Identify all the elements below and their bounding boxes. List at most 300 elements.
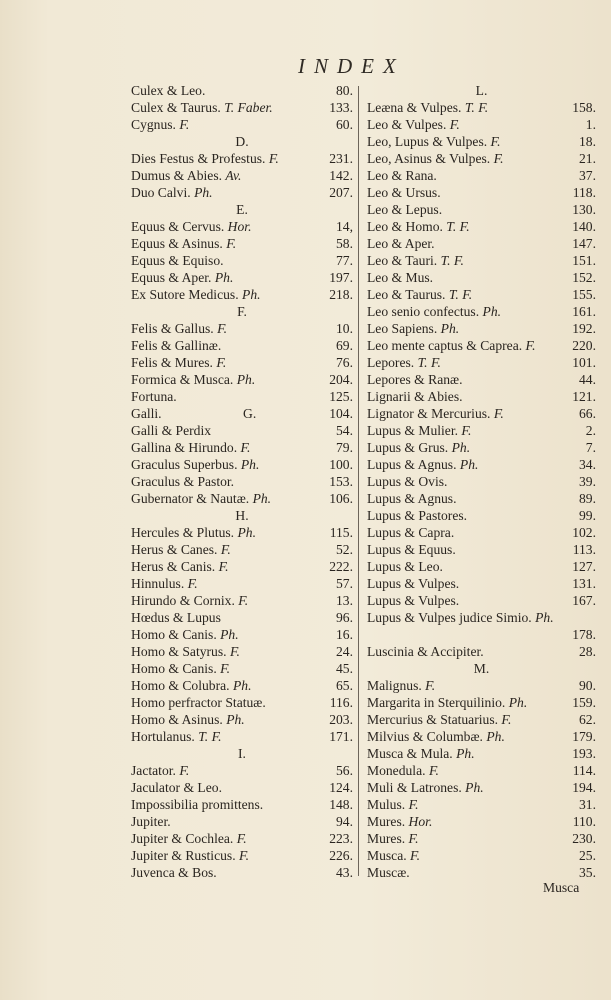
entry-page-number: 60. [336, 117, 353, 132]
index-entry [367, 354, 596, 371]
index-entry [367, 133, 596, 150]
entry-source: F. [179, 763, 190, 778]
entry-title: Lupus & Pastores. [367, 508, 468, 523]
entry-page-number: 69. [336, 338, 353, 353]
index-entry [367, 269, 596, 286]
entry-title: Hirundo & Cornix. [131, 593, 235, 608]
entry-title: Gubernator & Nautæ. [131, 491, 250, 506]
entry-page-number: 94. [336, 814, 353, 829]
index-entry [131, 473, 353, 490]
index-entry [367, 337, 596, 354]
entry-page-number: 179. [572, 729, 596, 744]
entry-page-number: 104. [329, 406, 353, 421]
entry-page-number: 57. [336, 576, 353, 591]
entry-title: Lupus & Mulier. [367, 423, 459, 438]
entry-page-number: 130. [572, 202, 596, 217]
index-entry [367, 575, 596, 592]
entry-title: Lupus & Grus. [367, 440, 449, 455]
entry-source: T. F. [417, 355, 441, 370]
entry-title: Cygnus. [131, 117, 176, 132]
entry-page-number: 192. [572, 321, 596, 336]
index-entry [131, 269, 353, 286]
entry-title: Milvius & Columbæ. [367, 729, 483, 744]
entry-source: Ph. [465, 780, 484, 795]
entry-page-number: 115. [329, 525, 353, 540]
entry-title: Leo & Lepus. [367, 202, 443, 217]
index-entry [131, 490, 353, 507]
entry-source: F. [240, 440, 251, 455]
entry-source: F. [428, 763, 439, 778]
entry-title: Lignarii & Abies. [367, 389, 463, 404]
entry-source: F. [525, 338, 536, 353]
index-entry [131, 354, 353, 371]
entry-title: Muscæ. [367, 865, 410, 880]
entry-page-number: 220. [572, 338, 596, 353]
entry-page-number: 148. [329, 797, 353, 812]
index-entry [367, 864, 596, 881]
index-entry [367, 643, 596, 660]
entry-title: Galli. [131, 406, 162, 421]
entry-page-number: 39. [579, 474, 596, 489]
entry-page-number: 44. [579, 372, 596, 387]
entry-page-number: 113. [572, 542, 596, 557]
index-entry [367, 320, 596, 337]
index-entry [367, 371, 596, 388]
entry-page-number: 193. [572, 746, 596, 761]
index-entry [367, 201, 596, 218]
entry-page-number: 37. [579, 168, 596, 183]
entry-source: Ph. [232, 678, 252, 693]
entry-title: Galli & Perdix [131, 423, 212, 438]
entry-title: Homo & Colubra. [131, 678, 230, 693]
index-entry [367, 847, 596, 864]
entry-source: F. [449, 117, 460, 132]
index-entry [131, 82, 353, 99]
index-entry [367, 99, 596, 116]
entry-title: Duo Calvi. [131, 185, 191, 200]
entry-page-number: 10. [336, 321, 353, 336]
entry-source: Ph. [482, 304, 502, 319]
entry-title: Impossibilia promittens. [131, 797, 264, 812]
entry-title: Jupiter & Cochlea. [131, 831, 234, 846]
entry-title: Jactator. [131, 763, 176, 778]
index-entry [367, 150, 596, 167]
entry-page-number: 96. [336, 610, 353, 625]
entry-page-number: 102. [572, 525, 596, 540]
entry-source: T. F. [440, 253, 464, 268]
entry-page-number: 151. [572, 253, 596, 268]
entry-page-number: 54. [336, 423, 353, 438]
index-entry [131, 439, 353, 456]
entry-page-number: 16. [336, 627, 353, 642]
entry-page-number: 124. [329, 780, 353, 795]
entry-page-number: 207. [329, 185, 353, 200]
entry-source: F. [490, 134, 501, 149]
entry-page-number: 101. [572, 355, 596, 370]
index-entry [131, 864, 353, 881]
index-entry [131, 116, 353, 133]
entry-title: Homo & Canis. [131, 661, 217, 676]
entry-source: T. F. [446, 219, 470, 234]
entry-page-number: 58. [336, 236, 353, 251]
index-section-letter: D. [235, 134, 249, 149]
entry-title: Leo & Ursus. [367, 185, 441, 200]
index-entry [131, 830, 353, 847]
index-entry [367, 524, 596, 541]
entry-title: Felis & Gallus. [131, 321, 214, 336]
entry-title: Lepores. [367, 355, 415, 370]
entry-page-number: 218. [329, 287, 353, 302]
entry-source: Ph. [252, 491, 272, 506]
entry-source: F. [220, 661, 231, 676]
entry-title: Leo & Taurus. [367, 287, 446, 302]
index-entry [131, 694, 353, 711]
index-entry [131, 167, 353, 184]
entry-page-number: 155. [572, 287, 596, 302]
entry-title: Luscinia & Accipiter. [367, 644, 484, 659]
entry-source: F. [408, 797, 419, 812]
entry-title: Jaculator & Leo. [131, 780, 222, 795]
index-entry [131, 847, 353, 864]
entry-title: Equus & Aper. [131, 270, 212, 285]
index-entry [367, 252, 596, 269]
entry-source: F. [410, 848, 420, 863]
entry-page-number: 133. [329, 100, 353, 115]
index-entry [367, 541, 596, 558]
entry-title: Jupiter & Rusticus. [131, 848, 236, 863]
entry-page-number: 230. [572, 831, 596, 846]
entry-title: Leo & Homo. [367, 219, 443, 234]
entry-page-number: 79. [336, 440, 353, 455]
entry-page-number: 178. [572, 627, 596, 642]
entry-source: T. F. [448, 287, 473, 302]
index-entry [367, 507, 596, 524]
index-entry [131, 609, 353, 626]
entry-source: F. [461, 423, 472, 438]
entry-title: Homo & Canis. [131, 627, 217, 642]
entry-title: Leo & Vulpes. [367, 117, 447, 132]
entry-page-number: 194. [572, 780, 596, 795]
entry-source: F. [229, 644, 240, 659]
entry-title: Leo mente captus & Caprea. [367, 338, 523, 353]
index-entry [131, 388, 353, 405]
entry-page-number: 56. [336, 763, 353, 778]
entry-page-number: 66. [579, 406, 596, 421]
entry-page-number: 25. [579, 848, 596, 863]
entry-source: F. [236, 831, 247, 846]
entry-page-number: 52. [336, 542, 353, 557]
entry-page-number: 114. [572, 763, 596, 778]
index-entry [131, 320, 353, 337]
entry-title: Herus & Canes. [131, 542, 218, 557]
entry-page-number: 31. [579, 797, 596, 812]
entry-page-number: 7. [585, 440, 596, 455]
entry-title: Malignus. [367, 678, 422, 693]
entry-title: Lupus & Vulpes. [367, 576, 460, 591]
index-entry [131, 762, 353, 779]
index-entry [131, 184, 353, 201]
entry-source: F. [216, 355, 227, 370]
entry-source: Hor. [227, 219, 252, 234]
index-entry [131, 711, 353, 728]
entry-source: Ph. [456, 746, 475, 761]
entry-source: F. [493, 406, 504, 421]
entry-source: F. [187, 576, 198, 591]
index-entry [131, 575, 353, 592]
entry-source: F. [220, 542, 231, 557]
entry-page-number: 77. [336, 253, 353, 268]
index-entry [131, 643, 353, 660]
index-entry [367, 609, 596, 626]
entry-page-number: 13. [336, 593, 353, 608]
entry-source: Ph. [451, 440, 471, 455]
entry-page-number: 43. [336, 865, 353, 880]
entry-page-number: 222. [329, 559, 353, 574]
entry-title: Hœdus & Lupus [131, 610, 221, 625]
entry-page-number: 65. [336, 678, 353, 693]
entry-title: Formica & Musca. [131, 372, 234, 387]
entry-page-number: 153. [329, 474, 353, 489]
entry-page-number: 100. [329, 457, 353, 472]
entry-title: Musca. [367, 848, 407, 863]
index-entry [367, 745, 596, 762]
index-entry [367, 762, 596, 779]
index-entry [131, 796, 353, 813]
index-entry [131, 422, 353, 439]
entry-title: Lupus & Capra. [367, 525, 455, 540]
entry-page-number: 99. [579, 508, 596, 523]
entry-source: Ph. [236, 372, 256, 387]
index-entry [131, 592, 353, 609]
entry-source: T. Faber. [224, 100, 273, 115]
index-entry [131, 728, 353, 745]
entry-title: Dumus & Abies. [131, 168, 223, 183]
entry-page-number: 89. [579, 491, 596, 506]
entry-source: F. [217, 321, 228, 336]
entry-source: Ph. [214, 270, 234, 285]
entry-source: F. [493, 151, 504, 166]
index-section-letter: E. [236, 202, 248, 217]
entry-source: Av. [225, 168, 242, 183]
index-entry [367, 235, 596, 252]
entry-page-number: 127. [572, 559, 596, 574]
entry-title: Graculus & Pastor. [131, 474, 235, 489]
entry-page-number: 167. [572, 593, 596, 608]
index-entry [367, 592, 596, 609]
entry-source: F. [268, 151, 279, 166]
entry-page-number: 161. [572, 304, 596, 319]
entry-source: Ph. [237, 525, 256, 540]
index-entry [367, 728, 596, 745]
entry-source: Ph. [535, 610, 554, 625]
entry-title: Juvenca & Bos. [131, 865, 217, 880]
index-section-letter: H. [235, 508, 249, 523]
index-entry [367, 116, 596, 133]
index-section-letter: M. [473, 661, 490, 676]
entry-title: Leo Sapiens. [367, 321, 438, 336]
entry-title: Hercules & Plutus. [131, 525, 235, 540]
index-entry [367, 711, 596, 728]
index-entry [131, 337, 353, 354]
entry-source: F. [408, 831, 419, 846]
entry-title: Fortuna. [131, 389, 177, 404]
entry-title: Homo & Satyrus. [131, 644, 227, 659]
entry-page-number: 76. [336, 355, 353, 370]
entry-source: Ph. [242, 287, 261, 302]
entry-page-number: 226. [329, 848, 353, 863]
entry-page-number: 147. [572, 236, 596, 251]
index-entry [131, 524, 353, 541]
index-entry [131, 779, 353, 796]
entry-page-number: 197. [329, 270, 353, 285]
entry-page-number: 21. [579, 151, 596, 166]
entry-page-number: 35. [579, 865, 596, 880]
entry-page-number: 140. [572, 219, 596, 234]
entry-title: Herus & Canis. [131, 559, 216, 574]
index-entry [131, 235, 353, 252]
entry-source: Ph. [240, 457, 260, 472]
entry-title: Leo senio confectus. [367, 304, 480, 319]
index-entry [131, 626, 353, 643]
index-entry [367, 779, 596, 796]
column-rule [358, 86, 359, 876]
index-entry [131, 218, 353, 235]
entry-title: Felis & Mures. [131, 355, 213, 370]
entry-page-number: 34. [579, 457, 596, 472]
entry-title: Culex & Taurus. [131, 100, 221, 115]
index-entry [131, 558, 353, 575]
entry-page-number: 142. [329, 168, 353, 183]
index-entry [367, 405, 596, 422]
catchword: Musca [543, 880, 580, 895]
entry-title: Lupus & Equus. [367, 542, 456, 557]
index-entry [367, 558, 596, 575]
entry-source: Ph. [486, 729, 505, 744]
index-entry [131, 677, 353, 694]
index-entry [131, 405, 353, 422]
entry-page-number: 171. [329, 729, 353, 744]
index-entry [367, 184, 596, 201]
entry-title: Lepores & Ranæ. [367, 372, 463, 387]
index-entry [367, 813, 596, 830]
entry-page-number: 125. [329, 389, 353, 404]
entry-title: Homo & Asinus. [131, 712, 223, 727]
entry-title: Felis & Gallinæ. [131, 338, 222, 353]
entry-page-number: 203. [329, 712, 353, 727]
entry-source: T. F. [198, 729, 222, 744]
entry-source: Ph. [459, 457, 479, 472]
index-entry [367, 830, 596, 847]
entry-title: Equus & Asinus. [131, 236, 223, 251]
entry-title: Homo perfractor Statuæ. [131, 695, 266, 710]
index-entry [367, 473, 596, 490]
entry-page-number: 158. [572, 100, 596, 115]
entry-source: F. [238, 593, 249, 608]
entry-title: Mures. [367, 831, 406, 846]
entry-source: Ph. [220, 627, 239, 642]
entry-title: Leo, Lupus & Vulpes. [367, 134, 488, 149]
index-entry [367, 422, 596, 439]
entry-source: T. F. [464, 100, 489, 115]
entry-source: Ph. [194, 185, 213, 200]
entry-title: Leo & Rana. [367, 168, 437, 183]
entry-page-number: 131. [572, 576, 596, 591]
entry-title: Equus & Equiso. [131, 253, 224, 268]
index-section-letter: F. [237, 304, 247, 319]
entry-title: Ex Sutore Medicus. [131, 287, 239, 302]
entry-title: Leo & Mus. [367, 270, 434, 285]
index-section-letter: G. [243, 406, 257, 421]
index-entry [131, 99, 353, 116]
entry-page-number: 45. [336, 661, 353, 676]
entry-source: Ph. [226, 712, 245, 727]
entry-source: Ph. [508, 695, 528, 710]
entry-title: Jupiter. [131, 814, 171, 829]
entry-title: Lupus & Agnus. [367, 457, 457, 472]
entry-title: Lupus & Leo. [367, 559, 443, 574]
index-entry [367, 490, 596, 507]
entry-title: Equus & Cervus. [131, 219, 225, 234]
entry-title: Lupus & Ovis. [367, 474, 448, 489]
index-entry [367, 286, 596, 303]
index-entry [367, 303, 596, 320]
page-header: INDEX [298, 54, 405, 78]
entry-title: Lignator & Mercurius. [367, 406, 491, 421]
entry-title: Gallina & Hirundo. [131, 440, 238, 455]
entry-source: F. [218, 559, 229, 574]
index-entry [131, 371, 353, 388]
index-entry [367, 218, 596, 235]
entry-page-number: 152. [572, 270, 596, 285]
index-entry [131, 456, 353, 473]
entry-page-number: 28. [579, 644, 596, 659]
entry-page-number: 118. [572, 185, 596, 200]
index-entry [367, 626, 596, 643]
index-entry [367, 694, 596, 711]
entry-page-number: 18. [579, 134, 596, 149]
entry-source: Ph. [440, 321, 460, 336]
entry-page-number: 116. [329, 695, 353, 710]
index-entry [367, 167, 596, 184]
entry-title: Culex & Leo. [131, 83, 206, 98]
index-entry [367, 456, 596, 473]
entry-page-number: 204. [329, 372, 353, 387]
entry-title: Mulus. [367, 797, 406, 812]
index-entry [367, 677, 596, 694]
entry-title: Muli & Latrones. [367, 780, 462, 795]
entry-title: Margarita in Sterquilinio. [367, 695, 506, 710]
entry-source: Hor. [408, 814, 433, 829]
entry-title: Hinnulus. [131, 576, 185, 591]
entry-title: Leo, Asinus & Vulpes. [367, 151, 491, 166]
entry-page-number: 121. [572, 389, 596, 404]
entry-source: F. [226, 236, 237, 251]
index-entry [131, 660, 353, 677]
entry-page-number: 223. [329, 831, 353, 846]
entry-page-number: 24. [336, 644, 353, 659]
index-column-left [131, 82, 353, 881]
entry-source: F. [501, 712, 512, 727]
entry-source: F. [425, 678, 436, 693]
index-entry [131, 150, 353, 167]
entry-page-number: 2. [585, 423, 596, 438]
entry-page-number: 62. [579, 712, 596, 727]
index-section-letter: I. [238, 746, 246, 761]
index-entry [367, 796, 596, 813]
entry-title: Lupus & Vulpes judice Simio. [367, 610, 532, 625]
entry-title: Monedula. [367, 763, 426, 778]
entry-title: Leæna & Vulpes. [367, 100, 462, 115]
